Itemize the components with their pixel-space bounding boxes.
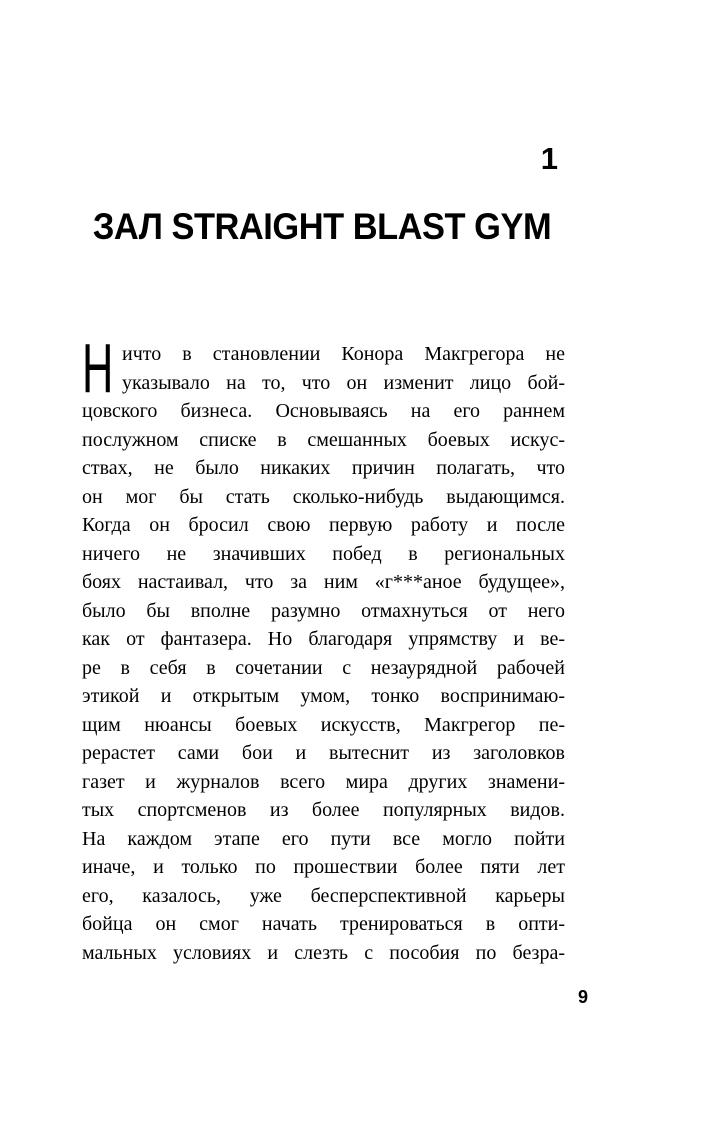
- text-line: мальных условиях и слезть с пособия по безра-: [82, 941, 565, 964]
- chapter-number: 1: [540, 141, 558, 176]
- text-line: тых спортсменов из более популярных видов.: [82, 799, 565, 821]
- text-line: этикой и открытым умом, тонко воспринимаю-: [82, 685, 565, 707]
- drop-cap-letter: Н: [82, 329, 114, 407]
- body-paragraph: [82, 329, 565, 967]
- text-line: его, казалось, уже бесперспективной карьеры: [82, 884, 565, 907]
- text-line: цовского бизнеса. Основываясь на его раннем: [82, 400, 565, 422]
- text-line: На каждом этапе его пути все могло пойти: [82, 827, 565, 850]
- text-line: ре в себя в сочетании с незаурядной рабочей: [82, 656, 565, 679]
- text-line: он мог бы стать сколько-нибудь выдающимся.: [82, 485, 565, 508]
- text-line: щим нюансы боевых искусств, Макгрегор пе-: [82, 713, 565, 736]
- text-line: ствах, не было никаких причин полагать, что: [82, 457, 565, 479]
- text-line: бойца он смог начать тренироваться в опти-: [82, 913, 565, 935]
- text-line: указывало на то, что он изменит лицо бой-: [122, 371, 565, 394]
- text-line: ничего не значивших побед в региональных: [82, 542, 565, 565]
- text-line: ичто в становлении Конора Макгрегора не: [122, 343, 565, 365]
- text-line: боях настаивал, что за ним «г***аное будущее»,: [82, 571, 565, 593]
- text-line: Когда он бросил свою первую работу и после: [82, 514, 565, 536]
- text-line: иначе, и только по прошествии более пяти лет: [82, 856, 565, 878]
- text-line: рерастет сами бои и вытеснит из заголовков: [82, 742, 565, 764]
- text-line: газет и журналов всего мира других знамени-: [82, 770, 565, 793]
- chapter-title: ЗАЛ STRAIGHT BLAST GYM: [92, 206, 552, 247]
- text-line: послужном списке в смешанных боевых искус-: [82, 428, 565, 451]
- text-line: было бы вполне разумно отмахнуться от него: [82, 599, 565, 622]
- page-number: 9: [577, 987, 588, 1007]
- text-line: как от фантазера. Но благодаря упрямству и ве-: [82, 628, 565, 650]
